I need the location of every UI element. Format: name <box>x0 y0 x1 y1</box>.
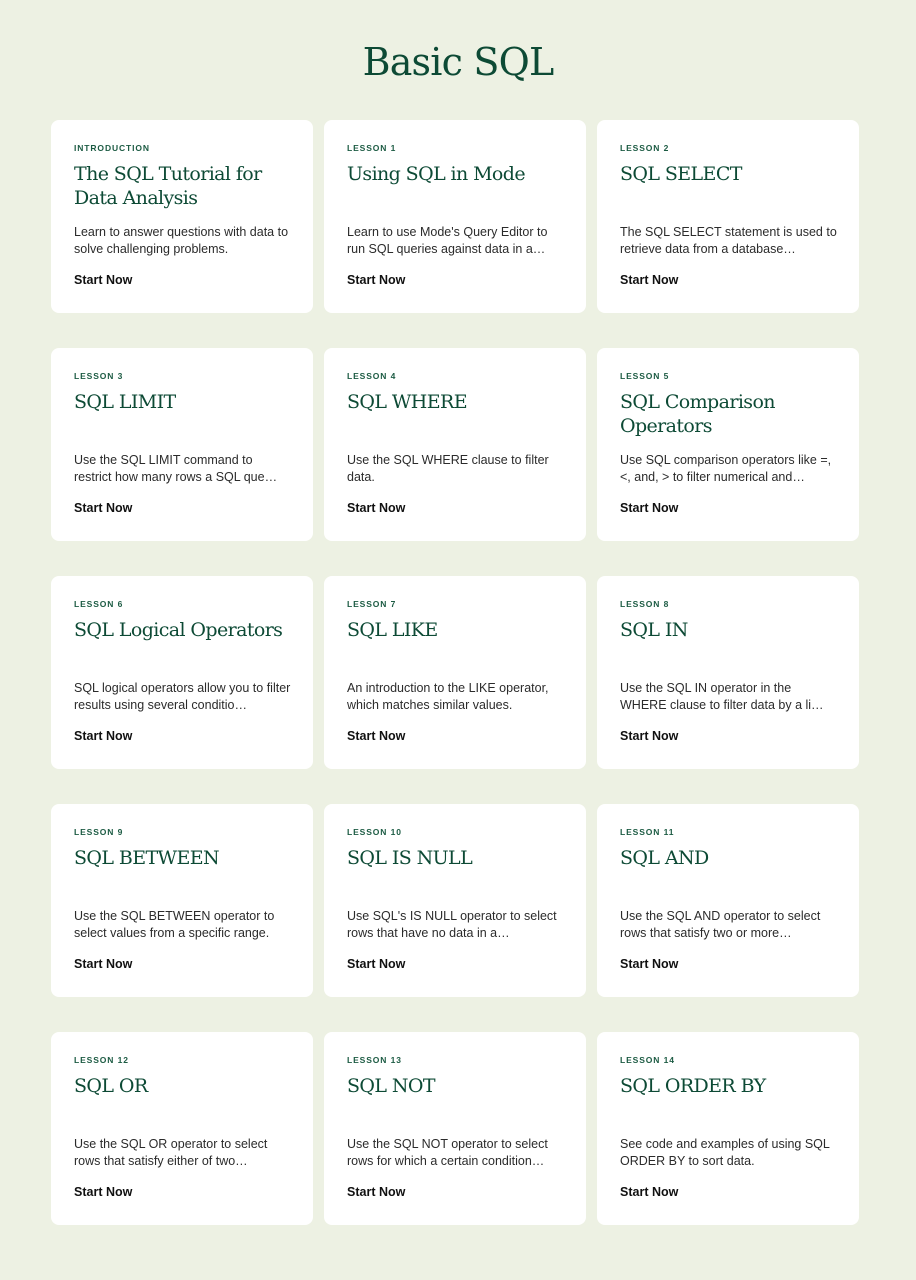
start-now-link[interactable]: Start Now <box>620 957 679 971</box>
lesson-eyebrow: LESSON 3 <box>74 371 124 381</box>
lesson-title[interactable]: SQL WHERE <box>347 391 467 413</box>
lesson-card[interactable] <box>597 348 859 541</box>
lesson-card[interactable] <box>597 120 859 313</box>
lesson-title[interactable]: SQL AND <box>620 847 709 869</box>
lesson-description: Use SQL comparison operators like =, <, and, > to filter numerical and… <box>620 453 832 484</box>
lesson-title[interactable]: SQL ORDER BY <box>620 1075 766 1097</box>
lesson-card[interactable] <box>324 1032 586 1225</box>
start-now-link[interactable]: Start Now <box>74 729 133 743</box>
page-title: Basic SQL <box>362 40 554 84</box>
lesson-eyebrow: LESSON 4 <box>347 371 397 381</box>
lesson-card[interactable] <box>324 120 586 313</box>
lesson-eyebrow: LESSON 6 <box>74 599 124 609</box>
lesson-eyebrow: LESSON 14 <box>620 1055 675 1065</box>
lesson-description: Use the SQL NOT operator to select rows for which a certain condition… <box>347 1137 548 1168</box>
lesson-description: Use the SQL BETWEEN operator to select values from a specific range. <box>74 909 275 940</box>
lesson-description: The SQL SELECT statement is used to retrieve data from a database… <box>620 225 837 256</box>
lesson-title[interactable]: Using SQL in Mode <box>347 163 525 185</box>
start-now-link[interactable]: Start Now <box>347 273 406 287</box>
lesson-title[interactable]: SQL IS NULL <box>347 847 473 869</box>
lesson-title[interactable]: SQL LIMIT <box>74 391 176 413</box>
lesson-eyebrow: LESSON 13 <box>347 1055 402 1065</box>
lesson-description: Use the SQL LIMIT command to restrict how many rows a SQL que… <box>74 453 278 484</box>
lesson-card[interactable] <box>597 804 859 997</box>
lesson-grid <box>51 120 859 1225</box>
lesson-description: Learn to use Mode's Query Editor to run SQL queries against data in a… <box>347 225 548 256</box>
lesson-description: Learn to answer questions with data to solve challenging problems. <box>74 225 289 256</box>
lesson-description: Use the SQL OR operator to select rows that satisfy either of two… <box>74 1137 268 1168</box>
lesson-eyebrow: INTRODUCTION <box>74 143 150 153</box>
lesson-card[interactable] <box>51 120 313 313</box>
lesson-eyebrow: LESSON 2 <box>620 143 670 153</box>
lesson-card[interactable] <box>51 1032 313 1225</box>
start-now-link[interactable]: Start Now <box>347 729 406 743</box>
start-now-link[interactable]: Start Now <box>74 501 133 515</box>
lesson-description: Use the SQL WHERE clause to filter data. <box>347 453 549 484</box>
start-now-link[interactable]: Start Now <box>620 729 679 743</box>
start-now-link[interactable]: Start Now <box>620 1185 679 1199</box>
lesson-title[interactable]: SQL Logical Operators <box>74 619 283 641</box>
lesson-description: See code and examples of using SQL ORDER BY to sort data. <box>620 1137 830 1168</box>
lesson-card[interactable] <box>51 804 313 997</box>
lesson-title[interactable]: SQL IN <box>620 619 688 641</box>
lesson-title[interactable]: SQL LIKE <box>347 619 438 641</box>
lesson-title[interactable]: SQL BETWEEN <box>74 847 220 869</box>
start-now-link[interactable]: Start Now <box>620 501 679 515</box>
lesson-title[interactable]: SQL SELECT <box>620 163 742 185</box>
start-now-link[interactable]: Start Now <box>347 1185 406 1199</box>
lesson-description: An introduction to the LIKE operator, which matches similar values. <box>347 681 549 712</box>
lesson-eyebrow: LESSON 12 <box>74 1055 129 1065</box>
start-now-link[interactable]: Start Now <box>347 957 406 971</box>
start-now-link[interactable]: Start Now <box>74 1185 133 1199</box>
lesson-card[interactable] <box>324 576 586 769</box>
lesson-description: Use SQL's IS NULL operator to select rows that have no data in a… <box>347 909 557 940</box>
lesson-eyebrow: LESSON 11 <box>620 827 675 837</box>
start-now-link[interactable]: Start Now <box>620 273 679 287</box>
lesson-title[interactable]: SQL OR <box>74 1075 148 1097</box>
start-now-link[interactable]: Start Now <box>347 501 406 515</box>
lesson-card[interactable] <box>324 348 586 541</box>
lesson-eyebrow: LESSON 9 <box>74 827 124 837</box>
lesson-eyebrow: LESSON 10 <box>347 827 402 837</box>
lesson-card[interactable] <box>324 804 586 997</box>
lesson-card[interactable] <box>51 576 313 769</box>
lesson-card[interactable] <box>597 576 859 769</box>
lesson-card[interactable] <box>597 1032 859 1225</box>
start-now-link[interactable]: Start Now <box>74 273 133 287</box>
lesson-eyebrow: LESSON 1 <box>347 143 397 153</box>
lesson-card[interactable] <box>51 348 313 541</box>
lesson-eyebrow: LESSON 5 <box>620 371 670 381</box>
lesson-title[interactable]: The SQL Tutorial for Data Analysis <box>74 163 262 209</box>
lesson-description: Use the SQL AND operator to select rows that satisfy two or more… <box>620 909 821 940</box>
lesson-title[interactable]: SQL Comparison Operators <box>620 391 775 437</box>
lesson-title[interactable]: SQL NOT <box>347 1075 435 1097</box>
lesson-description: SQL logical operators allow you to filter results using several conditio… <box>74 681 291 712</box>
lesson-eyebrow: LESSON 8 <box>620 599 670 609</box>
lesson-eyebrow: LESSON 7 <box>347 599 397 609</box>
lesson-description: Use the SQL IN operator in the WHERE clause to filter data by a li… <box>620 681 824 712</box>
start-now-link[interactable]: Start Now <box>74 957 133 971</box>
